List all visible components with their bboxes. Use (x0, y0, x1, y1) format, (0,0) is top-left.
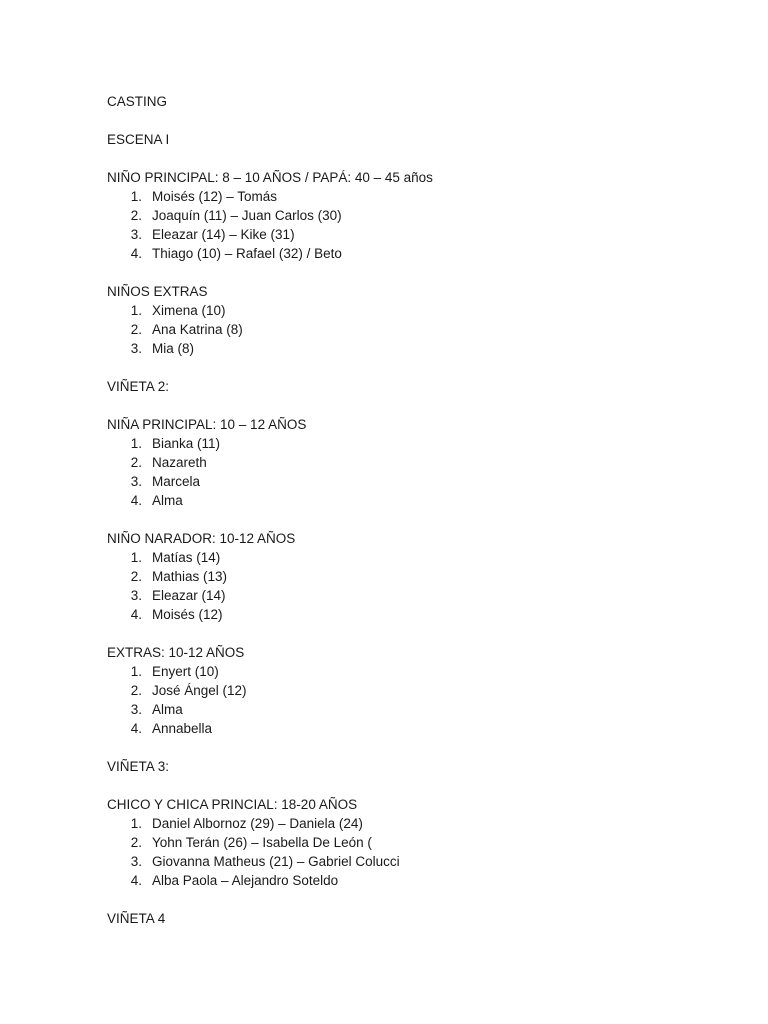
section-heading: VIÑETA 2: (107, 379, 170, 394)
list-item (107, 301, 707, 320)
numbered-list (107, 434, 707, 510)
list-item-text: Matías (14) (152, 550, 221, 565)
list-item (107, 814, 707, 833)
list-item (107, 871, 707, 890)
list-item-text: Giovanna Matheus (21) – Gabriel Colucci (152, 854, 400, 869)
list-item-text: Annabella (152, 721, 213, 736)
list-item (107, 472, 707, 491)
blank-line (107, 776, 707, 795)
blank-line (107, 510, 707, 529)
list-item-number: 4. (130, 607, 142, 622)
list-item (107, 453, 707, 472)
list-item (107, 567, 707, 586)
numbered-list (107, 187, 707, 263)
section-heading: NIÑO NARADOR: 10-12 AÑOS (107, 531, 296, 546)
list-item-text: Nazareth (152, 455, 207, 470)
list-item (107, 681, 707, 700)
list-item-number: 2. (130, 322, 142, 337)
list-item (107, 719, 707, 738)
list-item-number: 3. (130, 341, 142, 356)
list-item-number: 3. (130, 854, 142, 869)
numbered-list (107, 814, 707, 890)
list-item (107, 852, 707, 871)
list-item (107, 434, 707, 453)
list-item-number: 2. (130, 208, 142, 223)
blank-line (107, 358, 707, 377)
section-heading: CHICO Y CHICA PRINCIAL: 18-20 AÑOS (107, 797, 358, 812)
blank-line (107, 149, 707, 168)
list-item-text: Eleazar (14) (152, 588, 226, 603)
list-item-text: Ximena (10) (152, 303, 226, 318)
list-item (107, 586, 707, 605)
list-item-number: 4. (130, 246, 142, 261)
list-item-number: 3. (130, 588, 142, 603)
list-item (107, 700, 707, 719)
list-item-text: Joaquín (11) – Juan Carlos (30) (152, 208, 342, 223)
list-item-text: Ana Katrina (8) (152, 322, 243, 337)
list-item-text: Moisés (12) – Tomás (152, 189, 278, 204)
section-heading: NIÑOS EXTRAS (107, 284, 208, 299)
section-heading: VIÑETA 4 (107, 911, 166, 926)
list-item (107, 605, 707, 624)
blank-line (107, 396, 707, 415)
list-item-text: Eleazar (14) – Kike (31) (152, 227, 295, 242)
list-item-number: 2. (130, 569, 142, 584)
list-item (107, 491, 707, 510)
section-heading: VIÑETA 3: (107, 759, 170, 774)
list-item-number: 1. (130, 664, 142, 679)
section-heading: NIÑA PRINCIPAL: 10 – 12 AÑOS (107, 417, 307, 432)
list-item-text: Alma (152, 493, 183, 508)
list-item-text: Marcela (152, 474, 201, 489)
list-item-number: 1. (130, 436, 142, 451)
list-item-number: 2. (130, 683, 142, 698)
document-body (107, 92, 707, 928)
list-item-number: 3. (130, 702, 142, 717)
list-item-text: Mia (8) (152, 341, 195, 356)
list-item (107, 662, 707, 681)
list-item (107, 225, 707, 244)
list-item (107, 206, 707, 225)
blank-line (107, 263, 707, 282)
blank-line (107, 890, 707, 909)
list-item-text: José Ángel (12) (152, 683, 247, 698)
blank-line (107, 738, 707, 757)
list-item-number: 1. (130, 189, 142, 204)
numbered-list (107, 662, 707, 738)
list-item-text: Thiago (10) – Rafael (32) / Beto (152, 246, 342, 261)
numbered-list (107, 301, 707, 358)
numbered-list (107, 548, 707, 624)
list-item (107, 339, 707, 358)
document-title: CASTING (107, 94, 168, 109)
list-item-number: 2. (130, 835, 142, 850)
blank-line (107, 624, 707, 643)
list-item-number: 4. (130, 493, 142, 508)
section-heading: EXTRAS: 10-12 AÑOS (107, 645, 245, 660)
list-item (107, 244, 707, 263)
list-item-number: 1. (130, 816, 142, 831)
list-item (107, 833, 707, 852)
list-item-text: Bianka (11) (152, 436, 221, 451)
list-item-text: Enyert (10) (152, 664, 219, 679)
list-item-number: 1. (130, 550, 142, 565)
list-item-number: 3. (130, 474, 142, 489)
scene-heading: ESCENA I (107, 132, 170, 147)
list-item (107, 187, 707, 206)
list-item (107, 548, 707, 567)
list-item-number: 4. (130, 721, 142, 736)
list-item (107, 320, 707, 339)
list-item-text: Moisés (12) (152, 607, 223, 622)
list-item-number: 1. (130, 303, 142, 318)
list-item-number: 3. (130, 227, 142, 242)
list-item-text: Yohn Terán (26) – Isabella De León ( (152, 835, 372, 850)
blank-line (107, 111, 707, 130)
list-item-text: Daniel Albornoz (29) – Daniela (24) (152, 816, 363, 831)
list-item-number: 2. (130, 455, 142, 470)
section-heading: NIÑO PRINCIPAL: 8 – 10 AÑOS / PAPÁ: 40 – 45 años (107, 170, 433, 185)
list-item-text: Mathias (13) (152, 569, 228, 584)
list-item-text: Alba Paola – Alejandro Soteldo (152, 873, 339, 888)
list-item-text: Alma (152, 702, 183, 717)
list-item-number: 4. (130, 873, 142, 888)
casting-sections (107, 168, 707, 928)
